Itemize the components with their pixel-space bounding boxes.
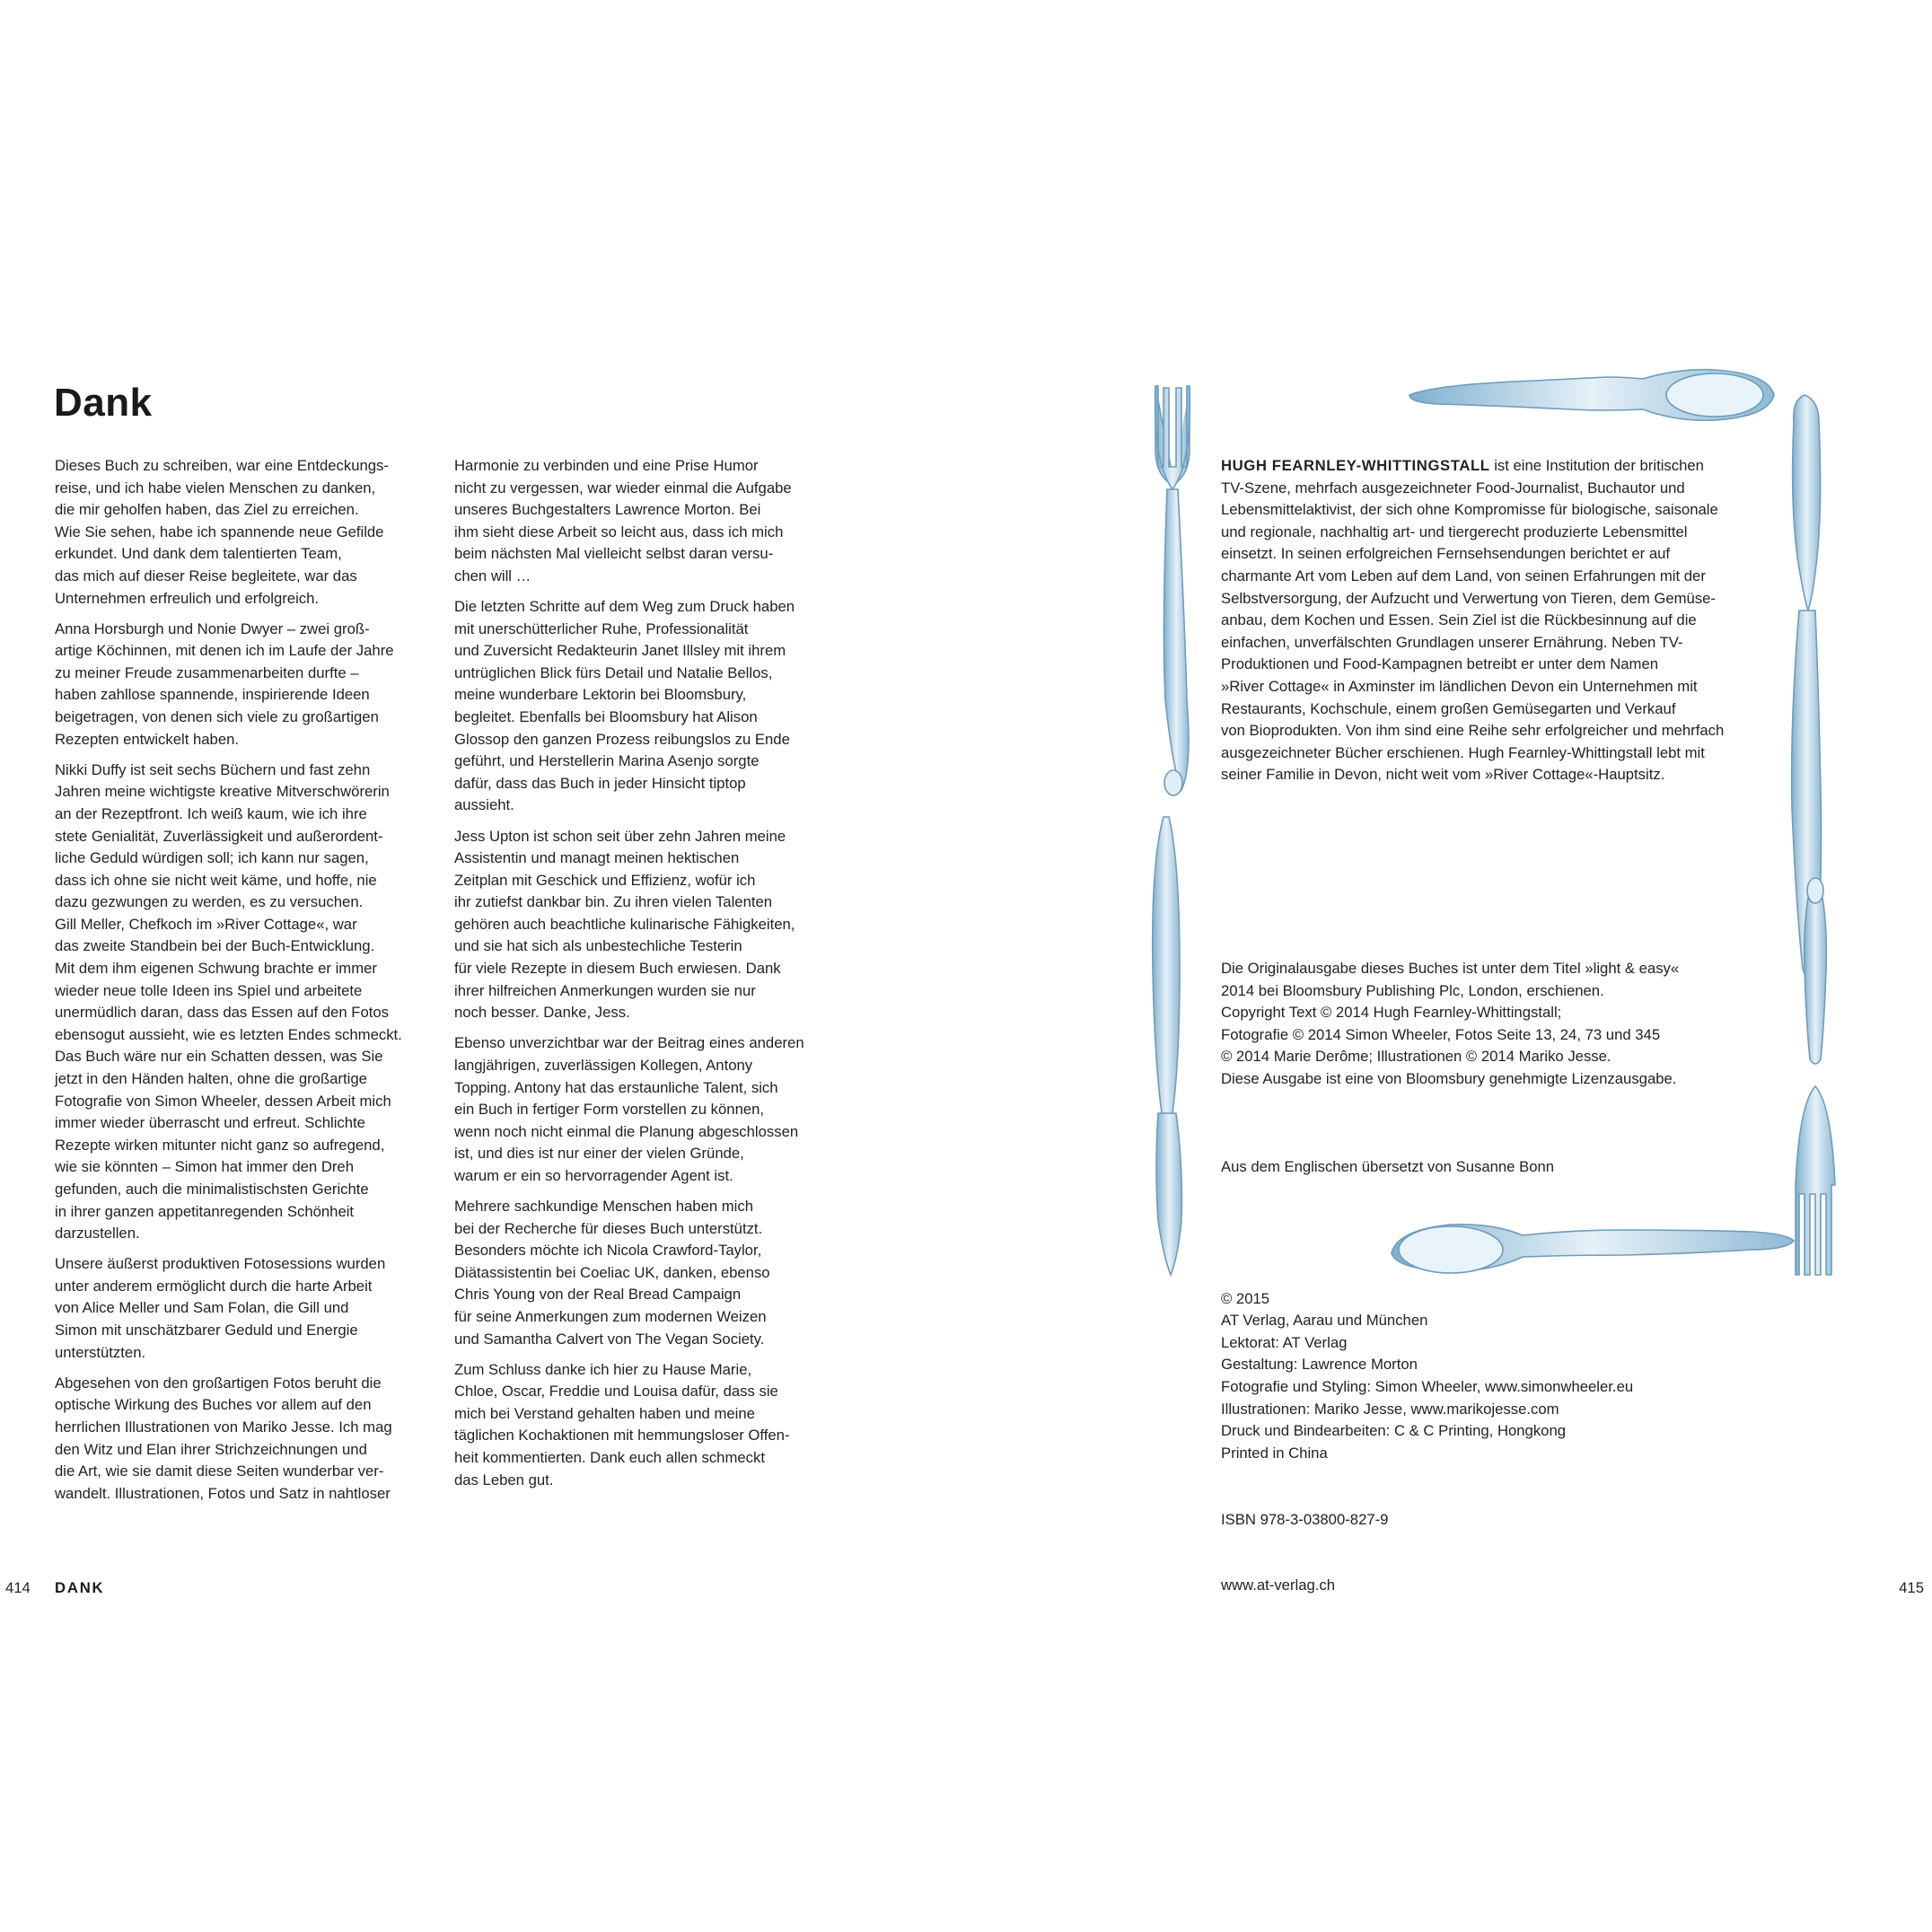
paragraph: Mehrere sachkundige Menschen haben mich bei der Recherche für dieses Buch unterstützt. Besonders möchte ich Nicola Crawford-Taylor, Diätassistentin bei Coeliac UK, danken, ebenso Chris Young von der Real Bread Campaign für seine Anmerkungen zum modernen Weizen und Samantha Calvert von The Vegan Society. bbox=[454, 1198, 770, 1348]
paragraph: Jess Upton ist schon seit über zehn Jahren meine Assistentin und managt meinen hektischen Zeitplan mit Geschick und Effizienz, wofür ich ihr zutiefst dankbar bin. Zu ihren vielen Talenten gehören auch beachtliche kulinarische Fähigkeiten, und sie hat sich als unbestechliche Testerin für viele Rezepte in diesem Buch erwiesen. Dank ihrer hilfreichen Anmerkungen wurden sie nur noch besser. Danke, Jess. bbox=[454, 827, 795, 1022]
spoon-icon bbox=[1409, 370, 1774, 421]
fork-icon bbox=[1155, 386, 1190, 795]
author-name: HUGH FEARNLEY-WHITTINGSTALL bbox=[1221, 457, 1490, 474]
text-column-middle bbox=[454, 455, 813, 1500]
page-title: Dank bbox=[54, 381, 153, 425]
paragraph: Abgesehen von den großartigen Fotos beruht die optische Wirkung des Buches vor allem auf den herrlichen Illustrationen von Mariko Jesse. Ich mag den Witz und Elan ihrer Strichzeichnungen und die Art, wie sie damit diese Seiten wunderbar ver- wandelt. Illustrationen, Fotos und Satz in nahtloser bbox=[55, 1374, 392, 1502]
translator-credit: Aus dem Englischen übersetzt von Susanne Bonn bbox=[1221, 1158, 1555, 1175]
paragraph: Die letzten Schritte auf dem Weg zum Druck haben mit unerschütterlicher Ruhe, Professionalität und Zuversicht Redakteurin Janet Illsley mit ihrem untrüglichen Blick fürs Detail und Natalie Bellos, meine wunderbare Lektorin bei Bloomsbury, begleitet. Ebenfalls bei Bloomsbury hat Alison Glossop den ganzen Prozess reibungslos zu Ende geführt, und Herstellerin Marina Asenjo sorgte dafür, dass das Buch in jeder Hinsicht tiptop aussieht. bbox=[454, 598, 795, 814]
running-head: DANK bbox=[55, 1579, 105, 1596]
text-column-left bbox=[55, 455, 414, 1514]
paragraph: Zum Schluss danke ich hier zu Hause Marie, Chloe, Oscar, Freddie und Louisa dafür, dass sie mich bei Verstand gehalten haben und meine täglichen Kochaktionen mit hemmungsloser Offen- heit kommentierten. Dank euch allen schmeckt das Leben gut. bbox=[454, 1360, 790, 1489]
author-bio bbox=[1221, 455, 1769, 786]
publisher-credits: © 2015 AT Verlag, Aarau und München Lektorat: AT Verlag Gestaltung: Lawrence Morton Fotografie und Styling: Simon Wheeler, www.simonwheeler.eu Illustrationen: Mariko Jesse, www.marikojesse.com Druck und Bindearbeiten: C & C Printing, Hongkong Printed in China bbox=[1221, 1289, 1634, 1462]
paragraph: Ebenso unverzichtbar war der Beitrag eines anderen langjährigen, zuverlässigen Kollegen, Antony Topping. Antony hat das erstaunliche Talent, sich ein Buch in fertiger Form vorstellen zu können, wenn noch nicht einmal die Planung abgeschlossen ist, und dies ist nur einer der vielen Gründe, warum er ein so hervorragender Agent ist. bbox=[454, 1034, 804, 1184]
publisher-website-link[interactable]: www.at-verlag.ch bbox=[1221, 1576, 1336, 1594]
paragraph: Dieses Buch zu schreiben, war eine Entdeckungs- reise, und ich habe vielen Menschen zu danken, die mir geholfen haben, das Ziel zu erreichen. Wie Sie sehen, habe ich spannende neue Gefilde erkundet. Und dank dem talentierten Team, das mich auf dieser Reise begleitete, war das Unternehmen erfreulich und erfolgreich. bbox=[55, 457, 389, 607]
isbn: ISBN 978-3-03800-827-9 bbox=[1221, 1510, 1389, 1528]
knife-icon bbox=[1153, 817, 1182, 1275]
paragraph: Unsere äußerst produktiven Fotosessions wurden unter anderem ermöglicht durch die harte Arbeit von Alice Meller und Sam Folan, die Gill und Simon mit unschätzbarer Geduld und Energie unterstützten. bbox=[55, 1255, 386, 1361]
imprint-notice: Die Originalausgabe dieses Buches ist unter dem Titel »light & easy« 2014 bei Bloomsbury Publishing Plc, London, erschienen. Copyright Text © 2014 Hugh Fearnley-Whittingstall; Fotografie © 2014 Simon Wheeler, Fotos Seite 13, 24, 73 und 345 © 2014 Marie Derôme; Illustrationen © 2014 Mariko Jesse. Diese Ausgabe ist eine von Bloomsbury genehmigte Lizenzausgabe. bbox=[1221, 960, 1680, 1087]
paragraph: Harmonie zu verbinden und eine Prise Humor nicht zu vergessen, war wieder einmal die Aufgabe unseres Buchgestalters Lawrence Morton. Bei ihm sieht diese Arbeit so leicht aus, dass ich mich beim nächsten Mal vielleicht selbst daran versu- chen will … bbox=[454, 457, 792, 584]
paragraph: Nikki Duffy ist seit sechs Büchern und fast zehn Jahren meine wichtigste kreative Mitverschwörerin an der Rezeptfront. Ich weiß kaum, wie ich ihre stete Genialität, Zuverlässigkeit und außerordent- liche Geduld würdigen soll; ich kann nur sagen, dass ich ohne sie nicht weit käme, und hoffe, nie dazu gezwungen zu werden, es zu versuchen. Gill Meller, Chefkoch im »River Cottage«, war das zweite Standbein bei der Buch-Entwicklung. Mit dem ihm eigenen Schwung brachte er immer wieder neue tolle Ideen ins Spiel und arbeitete unermüdlich daran, dass das Essen auf den Fotos ebensogut aussieht, wie es letzten Endes schmeckt. Das Buch wäre nur ein Schatten dessen, was Sie jetzt in den Händen halten, ohne die großartige Fotografie von Simon Wheeler, dessen Arbeit mich immer wieder überrascht und erfreut. Schlichte Rezepte wirken mitunter nicht ganz so aufregend, wie sie könnten – Simon hat immer den Dreh gefunden, auch die minimalistischsten Gerichte in ihrer ganzen appetitanregenden Schönheit darzustellen. bbox=[55, 760, 402, 1243]
paragraph: Anna Horsburgh und Nonie Dwyer – zwei groß- artige Köchinnen, mit denen ich im Laufe der Jahre zu meiner Freude zusammenarbeiten durfte – haben zahllose spannende, inspirierende Ideen beigetragen, von denen sich viele zu großartigen Rezepten entwickelt haben. bbox=[55, 619, 394, 748]
page-number-right: 415 bbox=[1899, 1579, 1924, 1596]
page-number-left: 414 bbox=[5, 1579, 31, 1596]
author-bio-text: ist eine Institution der britischen TV-Szene, mehrfach ausgezeichneter Food-Journalist, Buchautor und Lebensmittelaktivist, der sich ohne Kompromisse für biologische, saisonale und regionale, nachhaltig art- und tiergerecht produzierte Lebensmittel einsetzt. In seinen erfolgreichen Fernsehsendungen berichtet er auf charmante Art vom Leben auf dem Land, von seinen Erfahrungen mit der Selbstversorgung, der Aufzucht und Verwertung von Tieren, dem Gemüse- anbau, dem Kochen und Essen. Sein Ziel ist die Rückbesinnung auf die einfachen, unverfälschten Grundlagen unserer Ernährung. Neben TV- Produktionen und Food-Kampagnen betreibt er unter dem Namen »River Cottage« in Axminster im ländlichen Devon ein Unternehmen mit Restaurants, Kochschule, einem großen Gemüsegarten und Verkauf von Bioprodukten. Von ihm sind eine Reihe sehr erfolgreicher und mehrfach ausgezeichneter Bücher erschienen. Hugh Fearnley-Whittingstall lebt mit seiner Familie in Devon, nicht weit vom »River Cottage«-Hauptsitz. bbox=[1221, 457, 1725, 784]
publisher-credits-block bbox=[1221, 1266, 1778, 1620]
